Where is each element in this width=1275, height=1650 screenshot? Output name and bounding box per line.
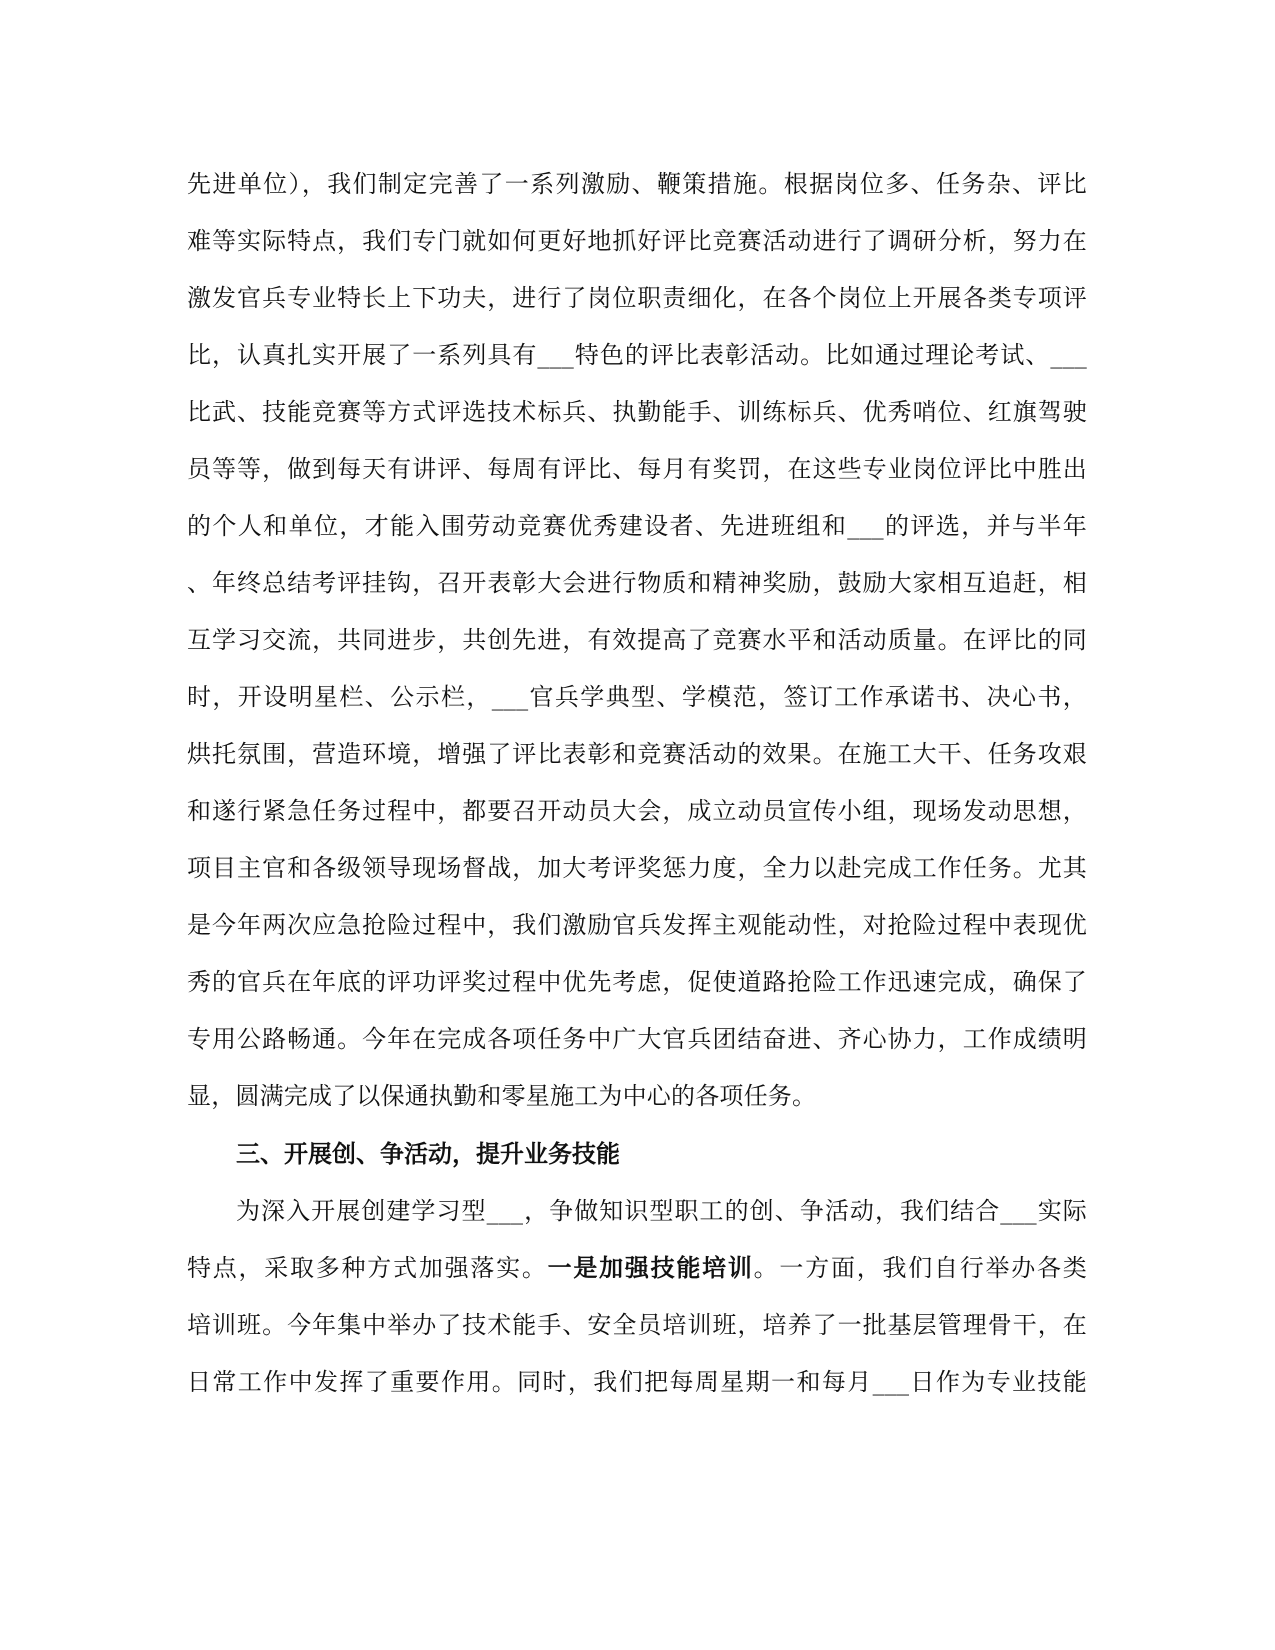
paragraph-line-12: 和遂行紧急任务过程中，都要召开动员大会，成立动员宣传小组，现场发动思想， [187,797,1087,825]
paragraph-line-4: 比，认真扎实开展了一系列具有___特色的评比表彰活动。比如通过理论考试、___ [187,341,1087,369]
paragraph-line-11: 烘托氛围，营造环境，增强了评比表彰和竞赛活动的效果。在施工大干、任务攻艰 [187,740,1087,768]
paragraph2-line-4: 日常工作中发挥了重要作用。同时，我们把每周星期一和每月___日作为专业技能 [187,1368,1087,1396]
paragraph-line-10: 时，开设明星栏、公示栏，___官兵学典型、学模范，签订工作承诺书、决心书， [187,683,1087,711]
paragraph-line-16: 专用公路畅通。今年在完成各项任务中广大官兵团结奋进、齐心协力，工作成绩明 [187,1025,1087,1053]
paragraph-line-1: 先进单位），我们制定完善了一系列激励、鞭策措施。根据岗位多、任务杂、评比 [187,170,1087,198]
paragraph-line-2: 难等实际特点，我们专门就如何更好地抓好评比竞赛活动进行了调研分析，努力在 [187,227,1087,255]
paragraph-line-15: 秀的官兵在年底的评功评奖过程中优先考虑，促使道路抢险工作迅速完成，确保了 [187,968,1087,996]
bold-phrase-skill-training: 一是加强技能培训 [547,1253,754,1282]
paragraph-line-3: 激发官兵专业特长上下功夫，进行了岗位职责细化，在各个岗位上开展各类专项评 [187,284,1087,312]
paragraph2-line-3: 培训班。今年集中举办了技术能手、安全员培训班，培养了一批基层管理骨干，在 [187,1311,1087,1339]
paragraph-line-8: 、年终总结考评挂钩，召开表彰大会进行物质和精神奖励，鼓励大家相互追赶，相 [187,569,1087,597]
paragraph2-line-2-text-b: 。一方面，我们自行举办各类 [753,1254,1087,1282]
section-heading: 三、开展创、争活动，提升业务技能 [236,1139,620,1168]
paragraph-line-13: 项目主官和各级领导现场督战，加大考评奖惩力度，全力以赴完成工作任务。尤其 [187,854,1087,882]
paragraph-line-7: 的个人和单位，才能入围劳动竞赛优秀建设者、先进班组和___的评选，并与半年 [187,512,1087,540]
paragraph-line-14: 是今年两次应急抢险过程中，我们激励官兵发挥主观能动性，对抢险过程中表现优 [187,911,1087,939]
paragraph2-line-2 [187,1248,1087,1288]
paragraph-line-9: 互学习交流，共同进步，共创先进，有效提高了竞赛水平和活动质量。在评比的同 [187,626,1087,654]
paragraph2-line-1: 为深入开展创建学习型___，争做知识型职工的创、争活动，我们结合___实际 [236,1197,1087,1225]
paragraph-line-5: 比武、技能竞赛等方式评选技术标兵、执勤能手、训练标兵、优秀哨位、红旗驾驶 [187,398,1087,426]
paragraph-line-17: 显，圆满完成了以保通执勤和零星施工为中心的各项任务。 [187,1082,817,1110]
paragraph2-line-2-text-a: 特点，采取多种方式加强落实。 [187,1254,548,1282]
paragraph-line-6: 员等等，做到每天有讲评、每周有评比、每月有奖罚，在这些专业岗位评比中胜出 [187,455,1087,483]
